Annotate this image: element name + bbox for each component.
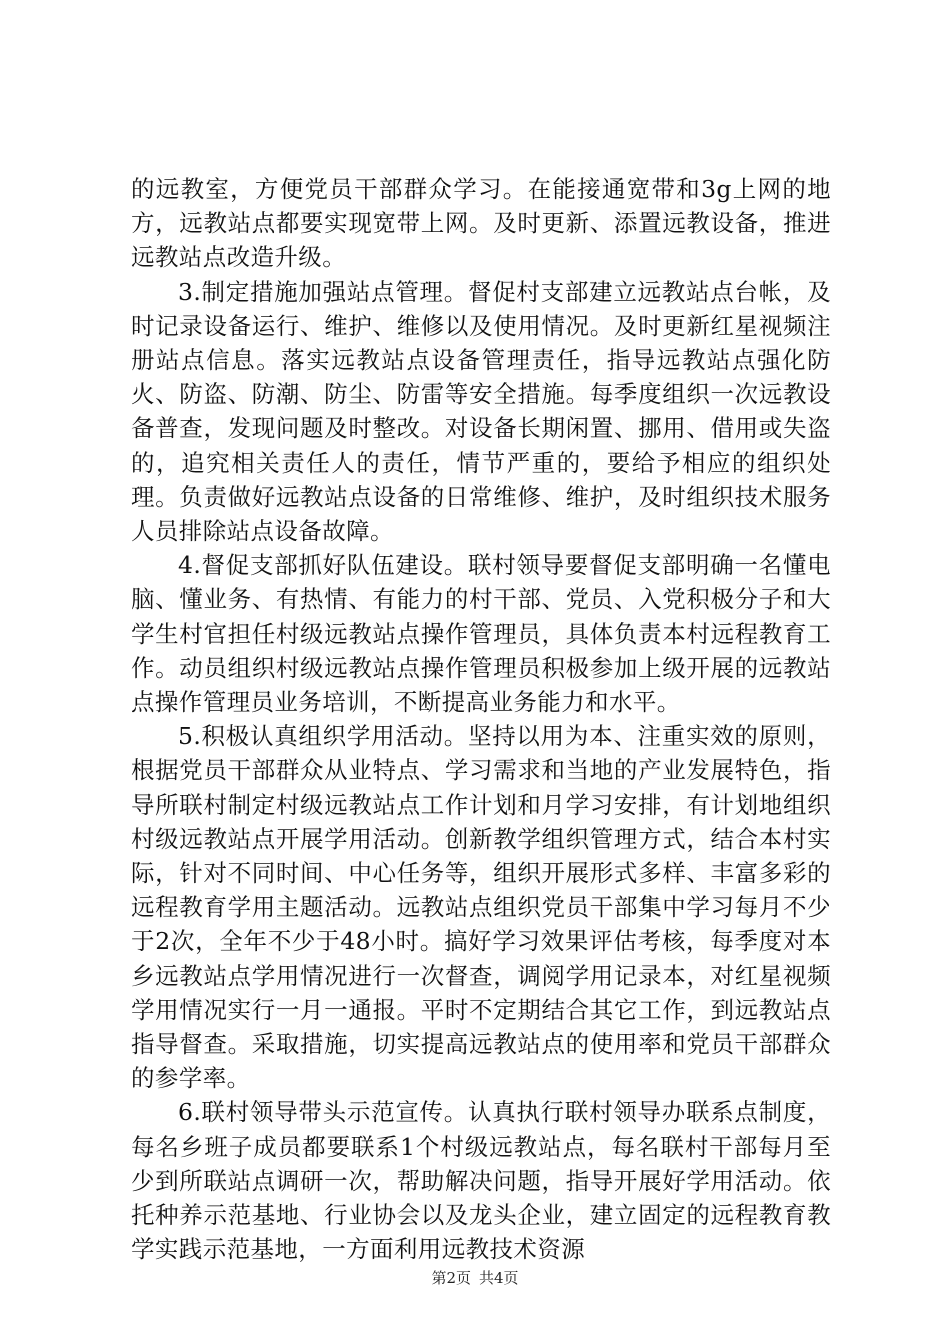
page-total: 共4页: [479, 1269, 519, 1287]
paragraph-item-6: 6.联村领导带头示范宣传。认真执行联村领导办联系点制度，每名乡班子成员都要联系1个村级远教站点，每名联村干部每月至少到所联站点调研一次，帮助解决问题，指导开展好学用活动。依托种养示范基地、行业协会以及龙头企业，建立固定的远程教育教学实践示范基地，一方面利用远教技术资源: [131, 1098, 831, 1264]
paragraph-item-5: 5.积极认真组织学用活动。坚持以用为本、注重实效的原则，根据党员干部群众从业特点、学习需求和当地的产业发展特色，指导所联村制定村级远教站点工作计划和月学习安排，有计划地组织村级远教站点开展学用活动。创新教学组织管理方式，结合本村实际，针对不同时间、中心任务等，组织开展形式多样、丰富多彩的远程教育学用主题活动。远教站点组织党员干部集中学习每月不少于2次，全年不少于48小时。搞好学习效果评估考核，每季度对本乡远教站点学用情况进行一次督查，调阅学用记录本，对红星视频学用情况实行一月一通报。平时不定期结合其它工作，到远教站点指导督查。采取措施，切实提高远教站点的使用率和党员干部群众的参学率。: [131, 722, 831, 1093]
paragraph-item-4: 4.督促支部抓好队伍建设。联村领导要督促支部明确一名懂电脑、懂业务、有热情、有能力的村干部、党员、入党积极分子和大学生村官担任村级远教站点操作管理员，具体负责本村远程教育工作。动员组织村级远教站点操作管理员积极参加上级开展的远教站点操作管理员业务培训，不断提高业务能力和水平。: [131, 551, 831, 717]
paragraph-continuation: 的远教室，方便党员干部群众学习。在能接通宽带和3g上网的地方，远教站点都要实现宽带上网。及时更新、添置远教设备，推进远教站点改造升级。: [131, 175, 831, 272]
document-body: [131, 172, 831, 1267]
page-number: 第2页: [431, 1269, 471, 1287]
paragraph-item-3: 3.制定措施加强站点管理。督促村支部建立远教站点台帐，及时记录设备运行、维护、维修以及使用情况。及时更新红星视频注册站点信息。落实远教站点设备管理责任，指导远教站点强化防火、防盗、防潮、防尘、防雷等安全措施。每季度组织一次远教设备普查，发现问题及时整改。对设备长期闲置、挪用、借用或失盗的，追究相关责任人的责任，情节严重的，要给予相应的组织处理。负责做好远教站点设备的日常维修、维护，及时组织技术服务人员排除站点设备故障。: [131, 277, 831, 546]
page-footer: [0, 1268, 950, 1288]
